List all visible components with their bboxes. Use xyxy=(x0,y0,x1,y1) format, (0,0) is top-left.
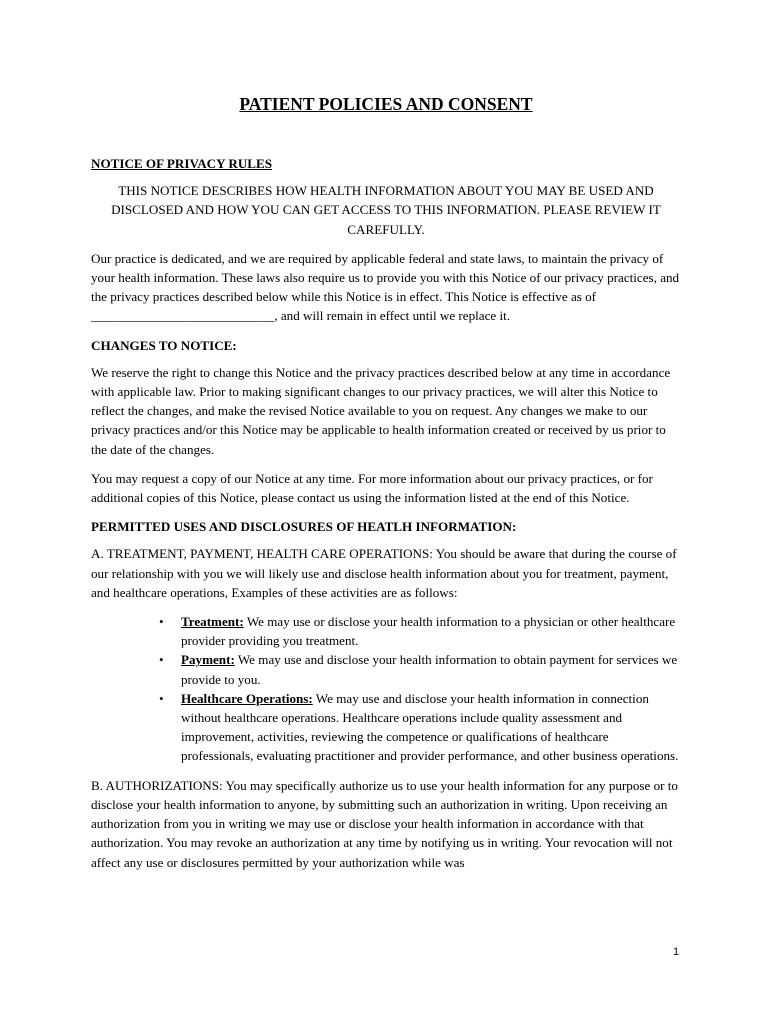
changes-heading: CHANGES TO NOTICE: xyxy=(91,337,237,353)
bullet-text: We may use and disclose your health information to obtain payment for services we provide to you. xyxy=(181,652,678,687)
notice-line: DISCLOSED AND HOW YOU CAN GET ACCESS TO THIS INFORMATION. PLEASE REVIEW IT xyxy=(111,202,661,218)
changes-paragraph: We reserve the right to change this Notice and the privacy practices described below at any time in accordance with applicable law. Prior to making significant changes to our privacy practices, we will alter this Notice to reflect the changes, and make the revised Notice available to you on request. Any changes we make to our privacy practices and/or this Notice may be applicable to health information created or received by us prior to the date of the changes. xyxy=(91,364,671,457)
page-number: 1 xyxy=(673,946,680,958)
notice-statement xyxy=(91,181,681,239)
bullet-icon: • xyxy=(159,652,164,668)
bullet-term: Treatment: xyxy=(181,614,244,630)
copy-request-paragraph: You may request a copy of our Notice at any time. For more information about our privacy practices, or for additional copies of this Notice, please contact us using the information listed at the end of this Notice. xyxy=(91,470,653,506)
bullet-term: Healthcare Operations: xyxy=(181,690,313,706)
bullet-text: We may use and disclose your health information in connection without healthcare operations. Healthcare operations include quality assessment and improvement, activities, reviewing the competence or qualifications of healthcare professionals, evaluating practitioner and provider performance, and other business operations. xyxy=(181,690,679,764)
notice-line: CAREFULLY. xyxy=(347,221,425,237)
bullet-icon: • xyxy=(159,614,164,630)
privacy-rules-heading: NOTICE OF PRIVACY RULES xyxy=(91,156,273,171)
permitted-uses-heading: PERMITTED USES AND DISCLOSURES OF HEATLH INFORMATION: xyxy=(91,519,517,535)
treatment-payment-paragraph: A. TREATMENT, PAYMENT, HEALTH CARE OPERATIONS: You should be aware that during the course of our relationship with you we will likely use and disclose health information about you for treatment, payment, and healthcare operations, Examples of these activities are as follows: xyxy=(91,546,677,600)
list-item xyxy=(91,612,681,650)
uses-bullet-list xyxy=(91,612,681,766)
document-title: PATIENT POLICIES AND CONSENT xyxy=(239,94,533,114)
bullet-term: Payment: xyxy=(181,652,235,668)
authorizations-paragraph: B. AUTHORIZATIONS: You may specifically authorize us to use your health information for any purpose or to disclose your health information to anyone, by submitting such an authorization in writing. Upon receiving an authorization from you in writing we may use or disclose your health information in accordance with that authorization. You may revoke an authorization at any time by notifying us in writing. Your revocation will not affect any use or disclosures permitted by your authorization while was xyxy=(91,777,678,870)
list-item xyxy=(91,650,681,688)
bullet-icon: • xyxy=(159,690,164,706)
document-body xyxy=(91,92,681,882)
notice-line: THIS NOTICE DESCRIBES HOW HEALTH INFORMATION ABOUT YOU MAY BE USED AND xyxy=(118,183,654,199)
bullet-text: We may use or disclose your health information to a physician or other healthcare provider providing you treatment. xyxy=(181,614,676,649)
intro-paragraph: Our practice is dedicated, and we are required by applicable federal and state laws, to maintain the privacy of your health information. These laws also require us to provide you with this Notice of our privacy practices, and the privacy practices described below while this Notice is in effect. This Notice is effective as of ____________________________, and will remain in effect until we replace it. xyxy=(91,250,680,324)
list-item xyxy=(91,689,681,766)
